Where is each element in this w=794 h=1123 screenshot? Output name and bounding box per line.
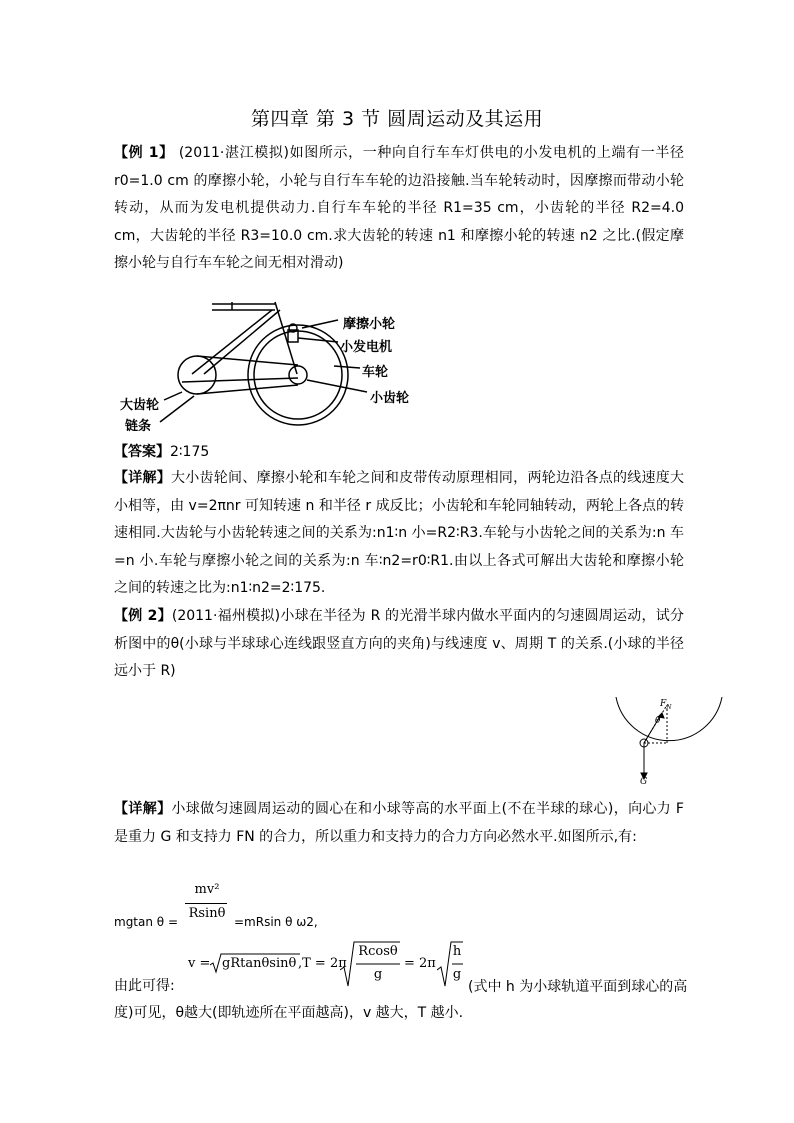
example-2-tag: 【例 2】 — [114, 608, 172, 624]
example-2-paragraph — [114, 603, 684, 686]
answer-1-text: 2∶175 — [170, 444, 210, 460]
label-friction-wheel: 摩擦小轮 — [343, 317, 396, 332]
detail-2-paragraph — [114, 796, 684, 851]
example-1-text: (2011·湛江模拟)如图所示，一种向自行车车灯供电的小发电机的上端有一半径 r0=1.0 cm 的摩擦小轮，小轮与自行车车轮的边沿接触.当车轮转动时，因摩擦而带动小轮转动，从而为发电机提供动力.自行车车轮的半径 R1=35 cm，小齿轮的半径 R2=4.0 cm，大齿轮的半径 R3=10.0 cm.求大齿轮的转速 n1 和摩擦小轮的转速 n2 之比.(假定摩擦小轮与自行车车轮之间无相对滑动) — [114, 145, 684, 271]
label-theta: θ — [655, 716, 661, 726]
label-fn: $F_N$ — [660, 699, 672, 711]
eq2-t-numerator: Rcosθ — [358, 944, 398, 959]
answer-1-tag: 【答案】 — [114, 444, 170, 460]
eq2-v: v = — [188, 956, 211, 971]
example-1-tag: 【例 1】 — [114, 145, 174, 161]
label-small-gear: 小齿轮 — [370, 391, 410, 406]
detail-1-text: 大小齿轮间、摩擦小轮和车轮之间和皮带传动原理相同，两轮边沿各点的线速度大小相等，由 v=2πnr 可知转速 n 和半径 r 成反比；小齿轮和车轮同轴转动，两轮上各点的转速相同.大齿轮与小齿轮转速之间的关系为:n1∶n 小=R2∶R3.车轮与小齿轮之间的关系为:n 车=n 小.车轮与摩擦小轮之间的关系为:n 车∶n2=r0∶R1.由以上各式可解出大齿轮和摩擦小轮之间的转速之比为:n1∶n2=2∶175. — [114, 470, 685, 596]
eq1-right: =mRsin θ ω2, — [234, 915, 318, 929]
eq2-prefix: 由此可得: — [114, 978, 175, 994]
eq2-h-numerator: h — [452, 944, 462, 959]
label-chain: 链条 — [125, 419, 152, 434]
eq2-suffix: (式中 h 为小球轨道平面到球心的高 — [468, 979, 688, 995]
eq2-t-denominator: g — [373, 967, 383, 982]
label-big-gear: 大齿轮 — [120, 398, 160, 413]
answer-1-line — [114, 441, 209, 461]
example-2-text: (2011·福州模拟)小球在半径为 R 的光滑半球内做水平面内的匀速圆周运动，试分析图中的θ(小球与半球球心连线跟竖直方向的夹角)与线速度 v、周期 T 的关系.(小球的半径远小于 R) — [114, 608, 684, 679]
eq1-fraction-bar — [185, 903, 227, 904]
eq1-numerator: mv² — [194, 882, 220, 897]
eq2-t: ,T = 2π — [298, 956, 347, 971]
detail-1-paragraph — [114, 465, 684, 603]
eq2-v-radicand: gRtanθsinθ — [222, 956, 297, 971]
eq2-tail: 度)可见，θ越大(即轨迹所在平面越高)，v 越大，T 越小. — [114, 1005, 464, 1021]
label-wheel: 车轮 — [362, 365, 389, 380]
detail-1-tag: 【详解】 — [114, 470, 172, 486]
detail-2-tag: 【详解】 — [114, 801, 172, 817]
eq1-denominator: Rsinθ — [188, 906, 226, 921]
detail-2-text: 小球做匀速圆周运动的圆心在和小球等高的水平面上(不在半球的球心)，向心力 F 是重力 G 和支持力 FN 的合力，所以重力和支持力的合力方向必然水平.如图所示,有: — [114, 801, 684, 845]
eq2-h-denominator: g — [452, 967, 462, 982]
label-g: G — [640, 777, 648, 787]
example-1-paragraph — [114, 140, 684, 278]
eq1-left: mgtan θ = — [114, 915, 178, 929]
eq2-mid: = 2π — [404, 956, 436, 971]
page-title: 第四章 第 3 节 圆周运动及其运用 — [250, 108, 544, 130]
label-generator: 小发电机 — [340, 340, 393, 355]
